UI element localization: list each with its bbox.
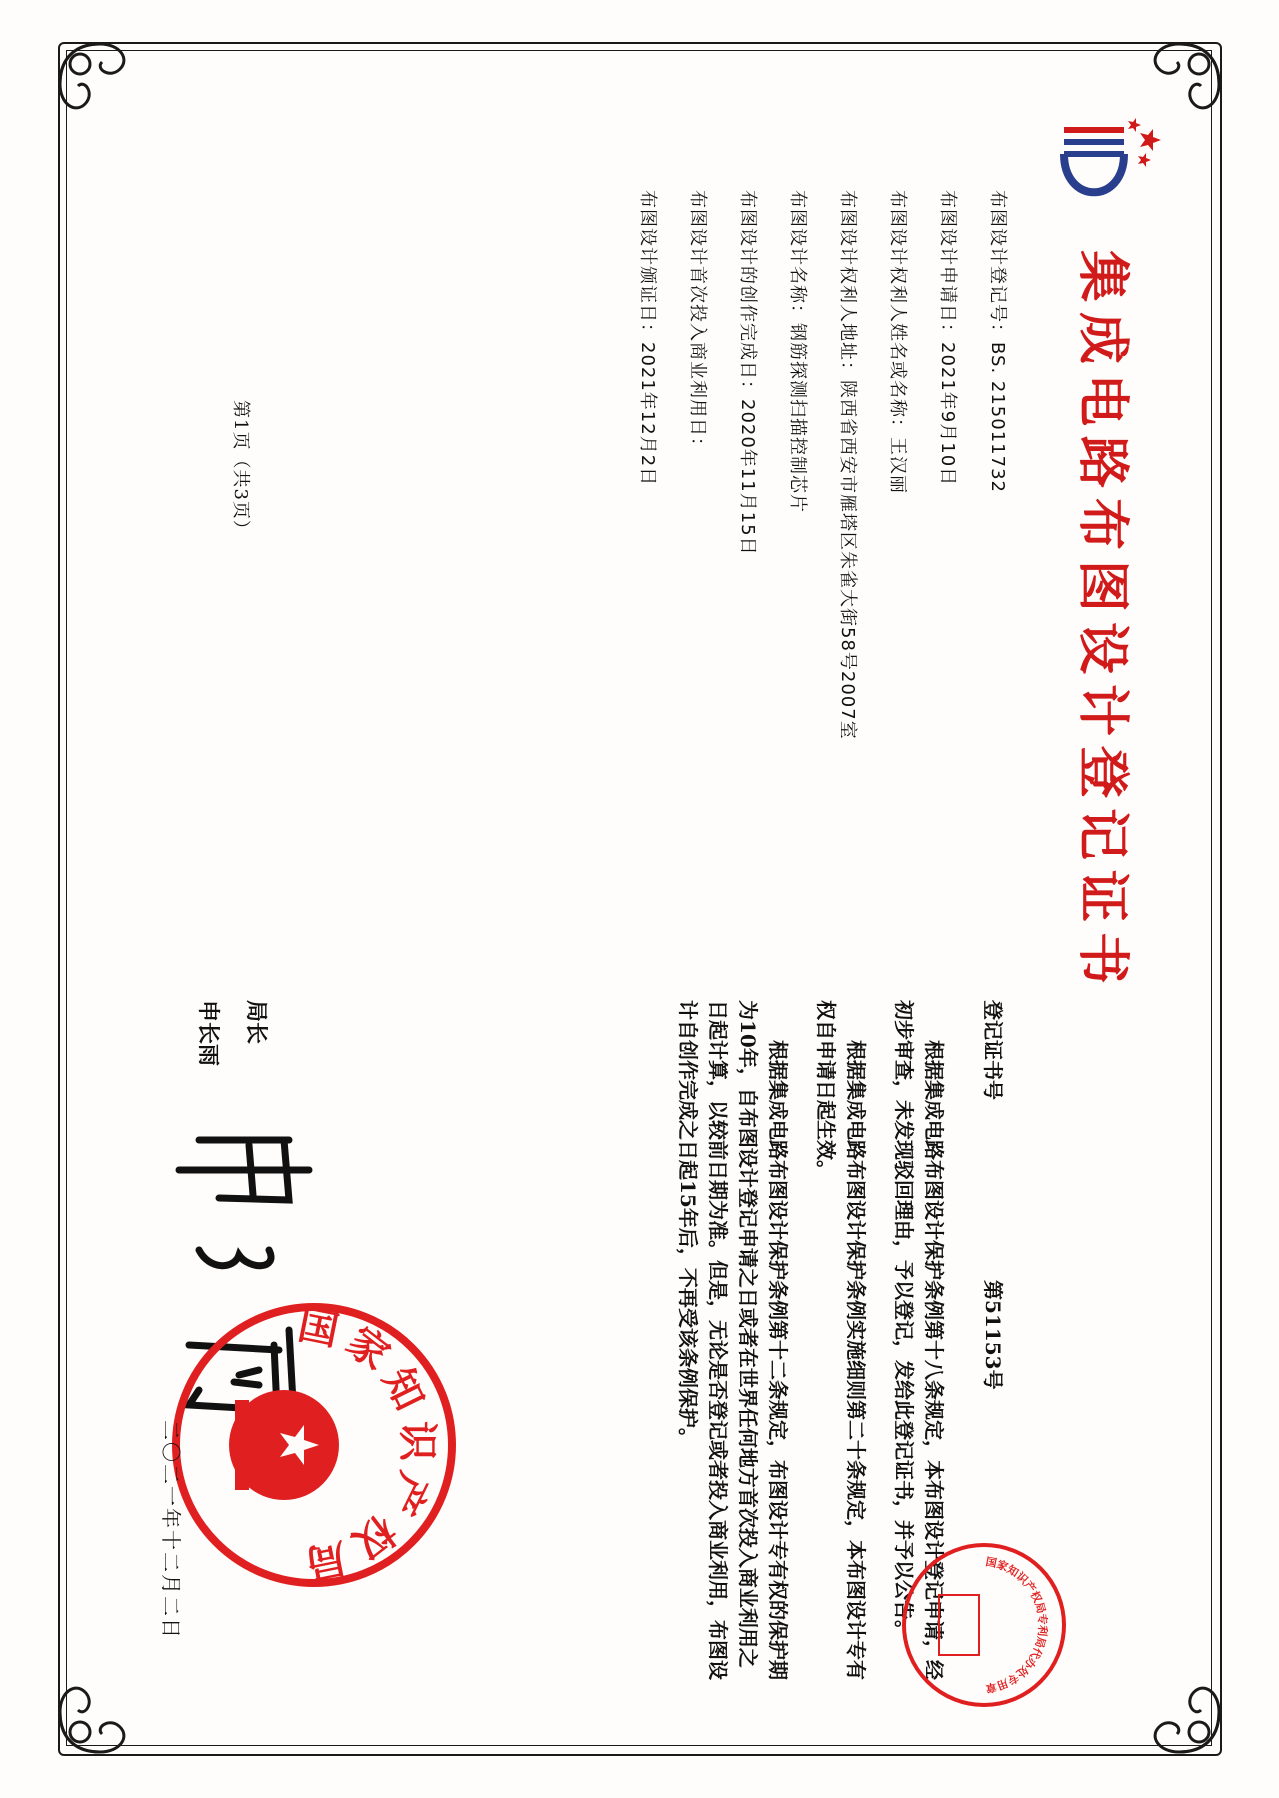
field-value: 2020年11月15日 [737, 399, 758, 556]
agency-seal [899, 1540, 1069, 1710]
field-design-name [785, 190, 809, 890]
field-value: 钢筋探测扫描控制芯片 [787, 323, 808, 513]
field-label: 布图设计登记号： [987, 190, 1008, 342]
body-paragraph: 根据集成电路布图设计保护条例第十二条规定，布图设计专有权的保护期为10年，自布图设计登记申请之日或者在世界任何地方首次投入商业利用之日起计算，以较前日期为准。但是，无论是否登记或者投入商业利用，布图设计自创作完成之日起15年后，不再受该条例保护。 [676, 1000, 790, 1680]
director-block [183, 1000, 279, 1066]
body-paragraph: 根据集成电路布图设计保护条例实施细则第二十条规定，本布图设计专有权自申请日起生效。 [814, 1000, 868, 1680]
field-value: 王汉丽 [887, 437, 908, 494]
agency-seal-text: 国家知识产权局专利局代办处专用章 [984, 1555, 1050, 1695]
field-label: 布图设计的创作完成日： [737, 190, 758, 399]
field-registration-number [985, 190, 1009, 890]
field-application-date [935, 190, 959, 890]
field-label: 布图设计权利人姓名或名称： [887, 190, 908, 437]
seal-text: 国家知识产权局 [294, 1301, 441, 1589]
page-number: 第1页（共3页） [230, 400, 251, 539]
field-label: 布图设计名称： [787, 190, 808, 323]
field-creation-date [735, 190, 759, 890]
certificate-content [39, 40, 1199, 1760]
certificate-number-value: 第51153号 [981, 1280, 1005, 1390]
certificate-title: 集成电路布图设计登记证书 [1072, 250, 1133, 995]
field-label: 布图设计颁证日： [637, 190, 658, 342]
field-owner-name [885, 190, 909, 890]
director-name: 申长雨 [195, 1000, 220, 1067]
certificate-number-label: 登记证书号 [981, 1000, 1005, 1100]
field-issue-date [635, 190, 659, 890]
field-value: BS. 215011732 [987, 342, 1008, 493]
field-first-commercial-use-date [685, 190, 709, 890]
national-ip-office-seal [169, 1300, 459, 1590]
body-paragraph: 根据集成电路布图设计保护条例第十八条规定，本布图设计登记申请，经初步审查，未发现驳回理由，予以登记，发给此登记证书，并予以公告。 [892, 1000, 946, 1680]
field-list [609, 190, 1009, 890]
field-value: 2021年12月2日 [637, 342, 658, 487]
field-value: 陕西省西安市雁塔区朱雀大街58号2007室 [837, 380, 858, 740]
director-title: 局长 [243, 1000, 268, 1045]
svg-text:国家知识产权局专利局代办处专用章 [985, 1554, 1051, 1695]
issue-date: 二〇二一年十二月二日 [159, 1420, 183, 1640]
ic-logo-icon [1059, 110, 1169, 210]
field-owner-address [835, 190, 859, 890]
certificate-number [980, 1000, 1009, 1390]
field-value: 2021年9月10日 [937, 342, 958, 487]
field-label: 布图设计权利人地址： [837, 190, 858, 380]
field-label: 布图设计申请日： [937, 190, 958, 342]
field-label: 布图设计首次投入商业利用日： [687, 190, 708, 456]
